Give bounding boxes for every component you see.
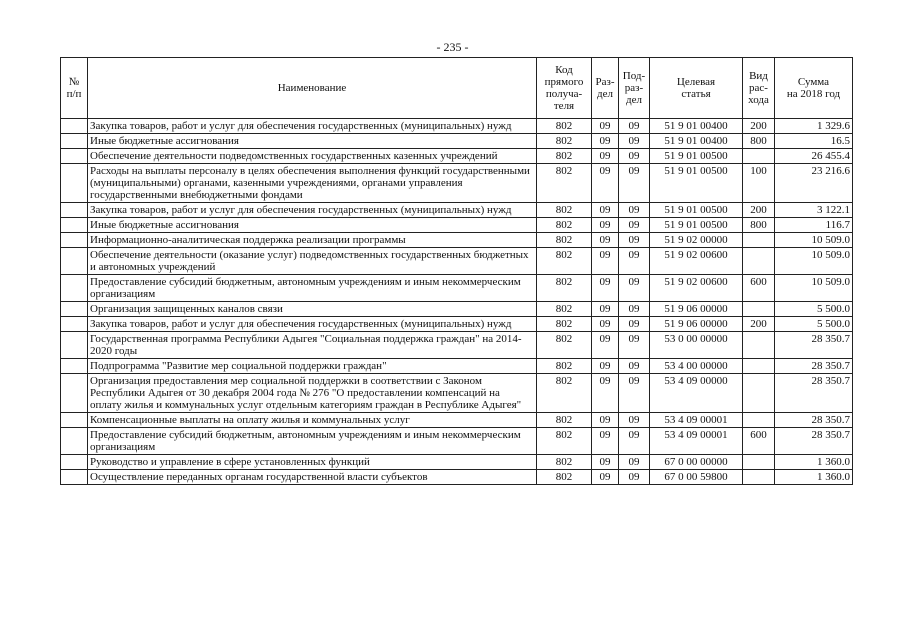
table-row (61, 413, 853, 428)
cell-type (743, 248, 775, 275)
header-number (61, 58, 88, 119)
cell-code: 802 (537, 149, 592, 164)
table-row (61, 134, 853, 149)
header-line: Под- (622, 70, 646, 82)
table-row (61, 248, 853, 275)
cell-name: Расходы на выплаты персоналу в целях обеспечения выполнения функций государственными (муниципальными) органами, казенными учреждениями, органами управления государственными внебюджетными фондами (88, 164, 537, 203)
cell-name: Закупка товаров, работ и услуг для обеспечения государственных (муниципальных) нужд (88, 203, 537, 218)
cell-subsection: 09 (619, 374, 650, 413)
cell-code: 802 (537, 302, 592, 317)
cell-article: 51 9 01 00500 (650, 149, 743, 164)
cell-type: 600 (743, 275, 775, 302)
header-section (592, 58, 619, 119)
table-row (61, 359, 853, 374)
cell-name: Обеспечение деятельности (оказание услуг) подведомственных государственных бюджетных и автономных учреждений (88, 248, 537, 275)
table-row (61, 275, 853, 302)
cell-amount: 28 350.7 (775, 413, 853, 428)
cell-name: Предоставление субсидий бюджетным, автономным учреждениям и иным некоммерческим организациям (88, 275, 537, 302)
cell-code: 802 (537, 470, 592, 485)
cell-name: Осуществление переданных органам государственной власти субъектов (88, 470, 537, 485)
cell-type (743, 149, 775, 164)
cell-amount: 10 509.0 (775, 233, 853, 248)
cell-subsection: 09 (619, 149, 650, 164)
cell-name: Обеспечение деятельности подведомственных государственных казенных учреждений (88, 149, 537, 164)
cell-subsection: 09 (619, 470, 650, 485)
cell-name: Иные бюджетные ассигнования (88, 218, 537, 233)
cell-name: Иные бюджетные ассигнования (88, 134, 537, 149)
cell-num (61, 413, 88, 428)
cell-section: 09 (592, 203, 619, 218)
header-name-text: Наименование (277, 82, 347, 94)
table-row (61, 428, 853, 455)
cell-code: 802 (537, 455, 592, 470)
cell-article: 51 9 06 00000 (650, 317, 743, 332)
cell-num (61, 164, 88, 203)
cell-num (61, 119, 88, 134)
cell-type: 200 (743, 203, 775, 218)
cell-amount: 116.7 (775, 218, 853, 233)
cell-section: 09 (592, 455, 619, 470)
cell-code: 802 (537, 359, 592, 374)
cell-name: Закупка товаров, работ и услуг для обеспечения государственных (муниципальных) нужд (88, 119, 537, 134)
cell-amount: 1 360.0 (775, 470, 853, 485)
cell-section: 09 (592, 275, 619, 302)
header-line: раз- (624, 82, 644, 94)
cell-subsection: 09 (619, 332, 650, 359)
cell-article: 53 4 00 00000 (650, 359, 743, 374)
cell-type: 800 (743, 218, 775, 233)
cell-section: 09 (592, 374, 619, 413)
cell-article: 51 9 01 00500 (650, 218, 743, 233)
cell-section: 09 (592, 248, 619, 275)
cell-section: 09 (592, 428, 619, 455)
cell-amount: 16.5 (775, 134, 853, 149)
cell-amount: 28 350.7 (775, 332, 853, 359)
cell-code: 802 (537, 233, 592, 248)
table-row (61, 233, 853, 248)
cell-amount: 10 509.0 (775, 275, 853, 302)
cell-type (743, 413, 775, 428)
cell-amount: 5 500.0 (775, 317, 853, 332)
cell-name: Подпрограмма "Развитие мер социальной поддержки граждан" (88, 359, 537, 374)
cell-num (61, 455, 88, 470)
header-recipient-code (537, 58, 592, 119)
cell-name: Руководство и управление в сфере установленных функций (88, 455, 537, 470)
cell-subsection: 09 (619, 119, 650, 134)
cell-num (61, 359, 88, 374)
cell-article: 51 9 06 00000 (650, 302, 743, 317)
cell-section: 09 (592, 302, 619, 317)
cell-article: 51 9 01 00500 (650, 164, 743, 203)
cell-code: 802 (537, 248, 592, 275)
cell-article: 51 9 02 00000 (650, 233, 743, 248)
table-row (61, 455, 853, 470)
table-header-row (61, 58, 853, 119)
cell-num (61, 470, 88, 485)
cell-type (743, 470, 775, 485)
cell-subsection: 09 (619, 233, 650, 248)
cell-code: 802 (537, 413, 592, 428)
cell-num (61, 218, 88, 233)
cell-type: 800 (743, 134, 775, 149)
header-expense-type (743, 58, 775, 119)
table-row (61, 218, 853, 233)
cell-amount: 1 360.0 (775, 455, 853, 470)
cell-num (61, 428, 88, 455)
cell-num (61, 203, 88, 218)
cell-type (743, 455, 775, 470)
cell-section: 09 (592, 317, 619, 332)
cell-code: 802 (537, 317, 592, 332)
cell-article: 53 4 09 00001 (650, 413, 743, 428)
cell-subsection: 09 (619, 317, 650, 332)
header-line: на 2018 год (786, 88, 841, 100)
table-row (61, 470, 853, 485)
header-subsection (619, 58, 650, 119)
cell-subsection: 09 (619, 134, 650, 149)
cell-code: 802 (537, 134, 592, 149)
cell-name: Компенсационные выплаты на оплату жилья и коммунальных услуг (88, 413, 537, 428)
table-row (61, 317, 853, 332)
cell-type (743, 359, 775, 374)
cell-subsection: 09 (619, 413, 650, 428)
cell-name: Организация предоставления мер социальной поддержки в соответствии с Законом Республики Адыгея от 30 декабря 2004 года № 276 "О предоставлении компенсаций на оплату жилья и коммунальных услуг отдельным категориям граждан в Республике Адыгея" (88, 374, 537, 413)
cell-subsection: 09 (619, 218, 650, 233)
cell-subsection: 09 (619, 248, 650, 275)
cell-section: 09 (592, 359, 619, 374)
cell-amount: 1 329.6 (775, 119, 853, 134)
cell-type (743, 332, 775, 359)
cell-article: 67 0 00 59800 (650, 470, 743, 485)
header-name (88, 58, 537, 119)
cell-amount: 3 122.1 (775, 203, 853, 218)
cell-num (61, 248, 88, 275)
header-line: рас- (749, 82, 768, 94)
cell-article: 51 9 01 00500 (650, 203, 743, 218)
cell-name: Организация защищенных каналов связи (88, 302, 537, 317)
cell-code: 802 (537, 164, 592, 203)
cell-num (61, 317, 88, 332)
cell-subsection: 09 (619, 275, 650, 302)
header-line: п/п (66, 88, 82, 100)
header-line: теля (553, 100, 575, 112)
cell-type: 600 (743, 428, 775, 455)
table-row (61, 164, 853, 203)
page-number: - 235 - (436, 40, 469, 54)
budget-table (60, 57, 853, 485)
cell-type: 100 (743, 164, 775, 203)
cell-num (61, 374, 88, 413)
cell-code: 802 (537, 203, 592, 218)
table-row (61, 149, 853, 164)
cell-num (61, 233, 88, 248)
cell-article: 53 4 09 00000 (650, 374, 743, 413)
cell-section: 09 (592, 233, 619, 248)
cell-amount: 10 509.0 (775, 248, 853, 275)
cell-section: 09 (592, 119, 619, 134)
cell-name: Государственная программа Республики Адыгея "Социальная поддержка граждан" на 2014-2020 годы (88, 332, 537, 359)
header-line: статья (681, 88, 711, 100)
cell-amount: 28 350.7 (775, 428, 853, 455)
table-row (61, 119, 853, 134)
cell-section: 09 (592, 164, 619, 203)
cell-section: 09 (592, 470, 619, 485)
header-target-article (650, 58, 743, 119)
cell-num (61, 275, 88, 302)
cell-code: 802 (537, 332, 592, 359)
header-line: дел (626, 94, 642, 106)
cell-name: Информационно-аналитическая поддержка реализации программы (88, 233, 537, 248)
table-row (61, 302, 853, 317)
header-amount (775, 58, 853, 119)
cell-name: Закупка товаров, работ и услуг для обеспечения государственных (муниципальных) нужд (88, 317, 537, 332)
cell-type (743, 233, 775, 248)
cell-type (743, 374, 775, 413)
cell-num (61, 149, 88, 164)
table-row (61, 374, 853, 413)
cell-subsection: 09 (619, 203, 650, 218)
cell-subsection: 09 (619, 428, 650, 455)
cell-code: 802 (537, 374, 592, 413)
cell-type: 200 (743, 119, 775, 134)
cell-section: 09 (592, 218, 619, 233)
cell-code: 802 (537, 218, 592, 233)
cell-amount: 28 350.7 (775, 374, 853, 413)
cell-amount: 26 455.4 (775, 149, 853, 164)
cell-num (61, 332, 88, 359)
cell-section: 09 (592, 413, 619, 428)
cell-subsection: 09 (619, 302, 650, 317)
cell-article: 67 0 00 00000 (650, 455, 743, 470)
table-row (61, 203, 853, 218)
cell-section: 09 (592, 149, 619, 164)
cell-name: Предоставление субсидий бюджетным, автономным учреждениям и иным некоммерческим организациям (88, 428, 537, 455)
cell-amount: 28 350.7 (775, 359, 853, 374)
header-line: Код (555, 64, 573, 76)
header-line: получа- (545, 88, 583, 100)
table-row (61, 332, 853, 359)
cell-amount: 5 500.0 (775, 302, 853, 317)
cell-code: 802 (537, 428, 592, 455)
cell-subsection: 09 (619, 455, 650, 470)
cell-type (743, 302, 775, 317)
header-line: Вид (749, 70, 768, 82)
header-line: Целевая (676, 76, 716, 88)
cell-amount: 23 216.6 (775, 164, 853, 203)
cell-article: 51 9 01 00400 (650, 119, 743, 134)
header-line: Сумма (797, 76, 830, 88)
cell-num (61, 302, 88, 317)
cell-code: 802 (537, 119, 592, 134)
cell-article: 51 9 01 00400 (650, 134, 743, 149)
cell-code: 802 (537, 275, 592, 302)
cell-section: 09 (592, 134, 619, 149)
cell-subsection: 09 (619, 164, 650, 203)
header-line: хода (748, 94, 769, 106)
cell-article: 51 9 02 00600 (650, 248, 743, 275)
header-line: прямого (544, 76, 584, 88)
header-line: Раз- (595, 76, 615, 88)
table-body (61, 119, 853, 485)
cell-article: 53 4 09 00001 (650, 428, 743, 455)
header-line: № (68, 76, 80, 88)
cell-subsection: 09 (619, 359, 650, 374)
cell-article: 51 9 02 00600 (650, 275, 743, 302)
cell-type: 200 (743, 317, 775, 332)
cell-num (61, 134, 88, 149)
header-line: дел (597, 88, 613, 100)
cell-article: 53 0 00 00000 (650, 332, 743, 359)
cell-section: 09 (592, 332, 619, 359)
